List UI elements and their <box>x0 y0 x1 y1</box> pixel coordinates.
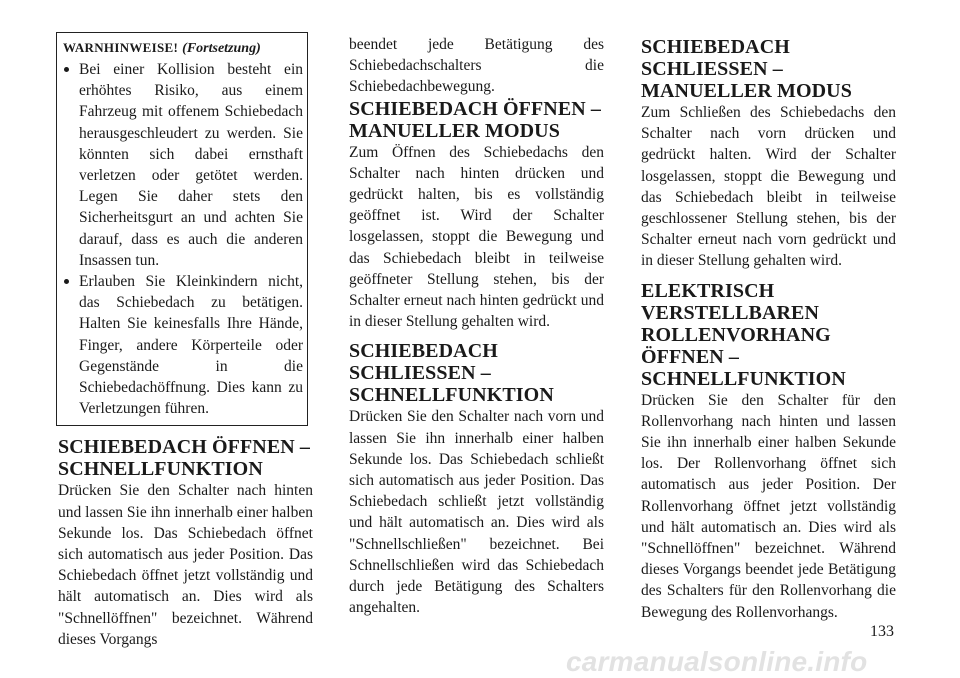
warning-item <box>63 271 303 419</box>
section-heading: SCHIEBEDACH ÖFFNEN – SCHNELLFUNKTION <box>58 436 311 481</box>
section-sunroof-close-express <box>349 340 604 618</box>
watermark: carmanualsonline.info <box>566 646 868 677</box>
section-sunroof-open-manual <box>349 98 604 333</box>
page-number: 133 <box>870 623 894 640</box>
section-heading: SCHIEBEDACH ÖFFNEN – MANUELLER MODUS <box>349 97 602 142</box>
section-sunroof-open-express <box>58 436 313 650</box>
warning-title <box>63 39 303 58</box>
column-middle <box>349 34 604 626</box>
section-body-continued: beendet jede Betätigung des Schiebedachschalters die Schiebedachbewegung. <box>349 36 604 96</box>
section-heading: SCHIEBEDACH SCHLIESSEN – SCHNELLFUNKTION <box>349 340 554 407</box>
warning-item <box>63 59 303 271</box>
warning-item-text: Erlauben Sie Kleinkindern nicht, das Schiebedach zu betätigen. Halten Sie keinesfalls Ihre Hände, Finger, andere Körperteile oder Gegenstände in die Schiebedachöffnung. Dies kann zu Verletzungen führen. <box>79 273 303 418</box>
warning-item-text: Bei einer Kollision besteht ein erhöhtes Risiko, aus einem Fahrzeug mit offenem Schiebedach herausgeschleudert zu werden. Sie könnten sich dabei ernsthaft verletzen oder getötet werden. Legen Sie daher stets den Sicherheitsgurt an und achten Sie darauf, dass es auch die anderen Insassen tun. <box>79 61 303 269</box>
warning-title-text: WARNHINWEISE! <box>63 40 179 55</box>
section-body: Zum Schließen des Schiebedachs den Schalter nach vorn drücken und gedrückt halten. Wird der Schalter losgelassen, stoppt die Bewegung und das Schiebedach bleibt in teilweise geschlossener Stellung stehen, bis der Schalter erneut nach vorn gedrückt und in dieser Stellung gehalten wird. <box>641 104 896 270</box>
section-sunshade-open-express <box>641 280 896 623</box>
section-body: Drücken Sie den Schalter nach hinten und lassen Sie ihn innerhalb einer halben Sekunde los. Das Schiebedach öffnet sich automatisch aus jeder Position. Das Schiebedach öffnet jetzt vollständig und hält automatisch an. Dies wird als "Schnellöffnen" bezeichnet. Während dieses Vorgangs <box>58 482 313 648</box>
section-body: Drücken Sie den Schalter für den Rollenvorhang nach hinten und lassen Sie ihn innerhalb einer halben Sekunde los. Der Rollenvorhang öffnet sich automatisch aus jeder Position. Der Rollenvorhang öffnet jetzt vollständig und hält automatisch an. Dies wird als "Schnellöffnen" bezeichnet. Während dieses Vorgangs beendet jede Betätigung des Schalters für den Rollenvorhang die Bewegung des Rollenvorhangs. <box>641 391 896 621</box>
section-body: Zum Öffnen des Schiebedachs den Schalter nach hinten drücken und gedrückt halten, bis es vollständig geöffnet ist. Wird der Schalter losgelassen, stoppt die Bewegung und das Schiebedach bleibt in teilweise geöffneter Stellung stehen, bis der Schalter erneut nach hinten gedrückt und in dieser Stellung gehalten wird. <box>349 143 604 331</box>
warning-box <box>56 32 308 426</box>
section-sunroof-close-manual <box>641 36 896 272</box>
bullet-icon <box>64 67 69 72</box>
bullet-icon <box>64 279 69 284</box>
section-heading: ELEKTRISCH VERSTELLBAREN ROLLENVORHANG ÖFFNEN – SCHNELLFUNKTION <box>641 279 846 390</box>
warning-list <box>63 59 303 419</box>
column-left <box>58 36 313 658</box>
column-right <box>641 36 896 631</box>
warning-continued: (Fortsetzung) <box>182 41 261 56</box>
section-heading: SCHIEBEDACH SCHLIESSEN – MANUELLER MODUS <box>641 36 852 102</box>
section-body: Drücken Sie den Schalter nach vorn und lassen Sie ihn innerhalb einer halben Sekunde los. Das Schiebedach schließt sich automatisch aus jeder Position. Das Schiebedach schließt jetzt vollständig und hält automatisch an. Dies wird als "Schnellschließen" bezeichnet. Bei Schnellschließen wird das Schiebedach durch jede Betätigung des Schalters angehalten. <box>349 408 604 617</box>
